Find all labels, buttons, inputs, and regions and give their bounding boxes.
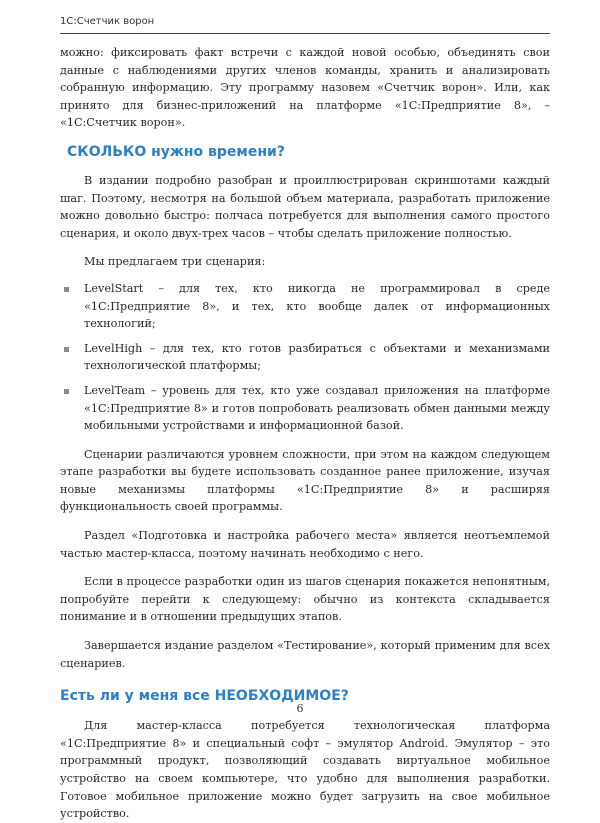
scenario-item-levelstart — [60, 280, 550, 333]
paragraph-complexity: Сценарии различаются уровнем сложности, при этом на каждом следующем этапе разработки вы будете использовать созданное ранее приложение, изучая новые механизмы платформы «1С:Предприятие 8» и расширяя функциональность своей программы. — [60, 447, 550, 514]
paragraph-testing: Завершается издание разделом «Тестирование», который применим для всех сценариев. — [60, 639, 550, 670]
scenario-text: LevelHigh – для тех, кто готов разбираться с объектами и механизмами технологической платформы; — [84, 341, 550, 373]
paragraph-workspace-section: Раздел «Подготовка и настройка рабочего места» является неотъемлемой частью мастер-класса, поэтому начинать необходимо с него. — [60, 529, 550, 560]
scenario-list — [60, 280, 550, 435]
heading-requirements: Есть ли у меня все НЕОБХОДИМОЕ? — [60, 688, 349, 705]
paragraph-unclear-step: Если в процессе разработки один из шагов сценария покажется непонятным, попробуйте перейти к следующему: обычно из контекста складывается понимание и в отношении предыдущих этапов. — [60, 575, 550, 624]
page-number: 6 — [296, 702, 304, 715]
paragraph-intro: можно: фиксировать факт встречи с каждой новой особью, объединять свои данные с наблюдениями других членов команды, хранить и анализировать собранную информацию. Эту программу назовем «Счетчик ворон». Или, как принято для бизнес-приложений на платформе «1С:Предприятие 8», – «1С:Счетчик ворон». — [60, 46, 550, 130]
running-header — [60, 15, 550, 34]
scenario-item-levelhigh — [60, 340, 550, 375]
paragraph-requirements: Для мастер-класса потребуется технологическая платформа «1С:Предприятие 8» и специальный софт – эмулятор Android. Эмулятор – это программный продукт, позволяющий создавать виртуальное мобильное устройство на своем компьютере, что удобно для выполнения разработки. Готовое мобильное приложение можно будет загрузить на свое мобильное устройство. — [60, 719, 550, 821]
scenario-item-levelteam — [60, 382, 550, 435]
square-bullet-icon — [64, 347, 69, 352]
scenario-text: LevelStart – для тех, кто никогда не программировал в среде «1С:Предприятие 8», и тех, кто вообще далек от информационных технологий; — [84, 281, 550, 331]
running-header-title: 1С:Счетчик ворон — [60, 16, 155, 27]
paragraph-time: В издании подробно разобран и проиллюстрирован скриншотами каждый шаг. Поэтому, несмотря на большой объем материала, разработать приложение можно довольно быстро: полчаса потребуется для выполнения самого простого сценария, и около двух-трех часов – чтобы сделать приложение полностью. — [60, 173, 550, 240]
scenario-text: LevelTeam – уровень для тех, кто уже создавал приложения на платформе «1С:Предприятие 8» и готов попробовать реализовать обмен данными между мобильными устройствами и информационной базой. — [84, 383, 550, 433]
paragraph-scenarios-intro: Мы предлагаем три сценария: — [84, 255, 266, 269]
heading-time-required: СКОЛЬКО нужно времени? — [67, 143, 285, 160]
square-bullet-icon — [64, 287, 69, 292]
square-bullet-icon — [64, 389, 69, 394]
